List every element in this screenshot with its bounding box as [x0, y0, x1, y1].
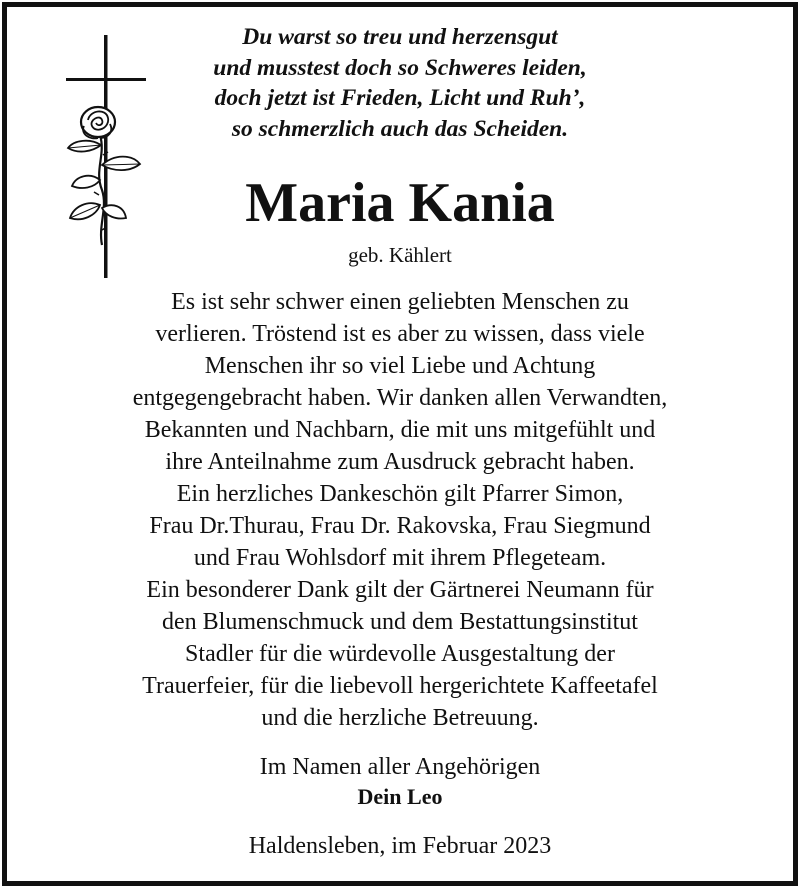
text-line: und die herzliche Betreuung.	[261, 705, 539, 731]
memorial-poem	[160, 22, 640, 144]
text-line: verlieren. Tröstend ist es aber zu wissen, dass viele	[155, 321, 645, 347]
thank-you-text	[40, 286, 760, 734]
poem-line: Du warst so treu und herzensgut	[242, 24, 558, 50]
text-line: Menschen ihr so viel Liebe und Achtung	[204, 353, 596, 379]
text-line: Ein besonderer Dank gilt der Gärtnerei Neumann für	[146, 577, 654, 603]
text-line: Bekannten und Nachbarn, die mit uns mitgefühlt und	[144, 417, 656, 443]
text-line: den Blumenschmuck und dem Bestattungsinstitut	[162, 609, 638, 635]
text-line: Trauerfeier, für die liebevoll hergerichtete Kaffeetafel	[142, 673, 658, 699]
poem-line: und musstest doch so Schweres leiden,	[213, 54, 587, 81]
cross-with-rose-icon	[60, 30, 155, 280]
text-line: Frau Dr.Thurau, Frau Dr. Rakovska, Frau Siegmund	[149, 513, 651, 539]
text-line: und Frau Wohlsdorf mit ihrem Pflegeteam.	[193, 545, 607, 571]
text-line: Es ist sehr schwer einen geliebten Menschen zu	[171, 289, 629, 315]
poem-line: doch jetzt ist Frieden, Licht und Ruh’,	[214, 85, 586, 111]
text-line: entgegengebracht haben. Wir danken allen Verwandten,	[132, 385, 668, 411]
place-and-date: Haldensleben, im Februar 2023	[248, 833, 552, 859]
poem-line: so schmerzlich auch das Scheiden.	[231, 115, 569, 142]
deceased-name: Maria Kania	[245, 172, 555, 234]
text-line: Stadler für die würdevolle Ausgestaltung der	[185, 641, 615, 667]
text-line: ihre Anteilnahme zum Ausdruck gebracht haben.	[165, 449, 635, 475]
birth-name: geb. Kählert	[348, 243, 452, 267]
signature-name: Dein Leo	[357, 784, 443, 809]
text-line: Ein herzliches Dankeschön gilt Pfarrer Simon,	[176, 481, 624, 507]
signature-intro: Im Namen aller Angehörigen	[259, 754, 541, 780]
